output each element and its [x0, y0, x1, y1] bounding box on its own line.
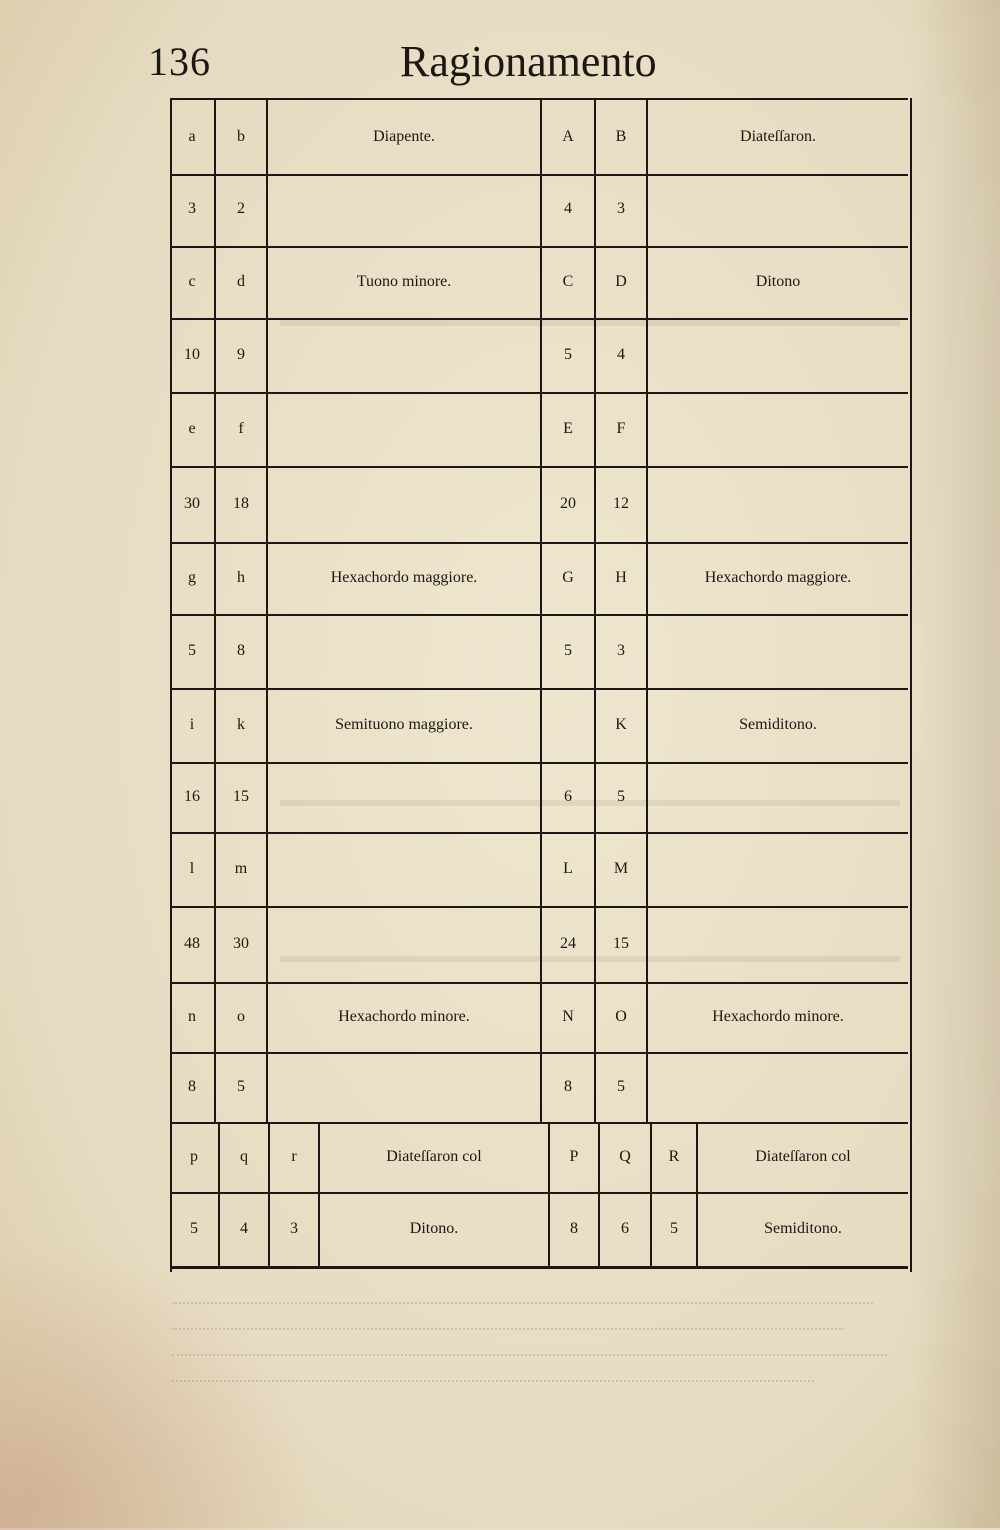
- cell-value: O: [615, 1008, 627, 1025]
- bleed-through-footer: [172, 1282, 902, 1392]
- cell-value: 4: [564, 200, 572, 217]
- interval-label: Ditono.: [409, 1220, 459, 1237]
- page-number: 136: [148, 39, 211, 84]
- left-interval-name: [268, 466, 542, 542]
- left-interval-name: [268, 542, 542, 614]
- ratio-cell: [652, 1192, 698, 1266]
- interval-label: Semiditono.: [739, 716, 817, 733]
- cell-value: 6: [621, 1220, 629, 1237]
- cell-value: k: [237, 716, 245, 733]
- ratio-cell: [216, 466, 268, 542]
- cell-value: i: [189, 716, 195, 733]
- cell-value: 4: [617, 346, 625, 363]
- cell-value: L: [563, 860, 573, 877]
- cell-value: R: [668, 1148, 680, 1165]
- ratio-cell: [596, 246, 648, 318]
- left-interval-name: [268, 172, 542, 246]
- left-interval-name: [268, 614, 542, 688]
- ratio-cell: [542, 392, 596, 466]
- ratio-cell: [170, 466, 216, 542]
- interval-label: Ditono: [755, 273, 801, 290]
- cell-value: 8: [564, 1078, 572, 1095]
- ratio-cell: [170, 1192, 220, 1266]
- cell-value: 30: [184, 495, 200, 512]
- ratio-cell: [600, 1122, 652, 1192]
- left-interval-name: [320, 1122, 550, 1192]
- cell-value: H: [615, 569, 627, 586]
- right-interval-name: [648, 982, 908, 1052]
- interval-label: Hexachordo maggiore.: [330, 569, 478, 586]
- cell-value: 3: [188, 200, 196, 217]
- ratio-cell: [542, 542, 596, 614]
- ratio-cell: [170, 1052, 216, 1122]
- ratio-cell: [550, 1122, 600, 1192]
- interval-label: Semituono maggiore.: [335, 716, 473, 733]
- ratio-cell: [170, 832, 216, 906]
- table-row-ratios: [170, 318, 908, 394]
- left-interval-name: [268, 392, 542, 466]
- cell-value: M: [613, 860, 629, 877]
- right-interval-name: [648, 832, 908, 906]
- interval-label: Semiditono.: [764, 1220, 842, 1237]
- cell-value: A: [562, 128, 574, 145]
- left-interval-name: [268, 906, 542, 982]
- ratio-cell: [170, 906, 216, 982]
- table-row-labels: [170, 832, 908, 908]
- cell-value: 5: [564, 346, 572, 363]
- table-row-labels: [170, 688, 908, 764]
- left-interval-name: [268, 246, 542, 318]
- cell-value: G: [562, 569, 574, 586]
- cell-value: g: [188, 569, 196, 586]
- ratio-cell: [170, 100, 216, 174]
- ratio-cell: [542, 906, 596, 982]
- cell-value: n: [188, 1008, 196, 1025]
- cell-value: 5: [237, 1078, 245, 1095]
- ratio-cell: [652, 1122, 698, 1192]
- interval-label: Hexachordo minore.: [712, 1008, 844, 1025]
- page-header: [148, 28, 868, 88]
- interval-label: Hexachordo maggiore.: [704, 569, 852, 586]
- cell-value: 12: [613, 495, 629, 512]
- ratio-cell: [600, 1192, 652, 1266]
- cell-value: C: [562, 273, 574, 290]
- ratio-cell: [216, 246, 268, 318]
- ratio-cell: [542, 246, 596, 318]
- cell-value: 5: [188, 642, 196, 659]
- ratio-cell: [596, 172, 648, 246]
- cell-value: c: [188, 273, 196, 290]
- interval-label: Hexachordo minore.: [338, 1008, 470, 1025]
- cell-value: e: [188, 420, 196, 437]
- ratio-cell: [596, 542, 648, 614]
- ratio-cell: [170, 172, 216, 246]
- cell-value: d: [237, 273, 245, 290]
- cell-value: 24: [560, 935, 576, 952]
- cell-value: l: [189, 860, 195, 877]
- left-interval-name: [268, 762, 542, 832]
- cell-value: 3: [617, 642, 625, 659]
- left-interval-name: [320, 1192, 550, 1266]
- cell-value: E: [563, 420, 573, 437]
- running-title: Ragionamento: [400, 37, 657, 86]
- ratio-cell: [170, 392, 216, 466]
- ratio-cell: [170, 762, 216, 832]
- ratio-cell: [216, 392, 268, 466]
- cell-value: 15: [613, 935, 629, 952]
- ratio-cell: [270, 1122, 320, 1192]
- ratio-cell: [542, 100, 596, 174]
- ratio-cell: [216, 832, 268, 906]
- cell-value: 5: [190, 1220, 198, 1237]
- ratio-cell: [170, 688, 216, 762]
- right-interval-name: [648, 614, 908, 688]
- ratio-cell: [596, 1052, 648, 1122]
- cell-value: 8: [237, 642, 245, 659]
- table-row-labels: [170, 246, 908, 320]
- page-shadow: [910, 0, 1000, 1528]
- interval-label: Diateſſaron.: [740, 128, 816, 145]
- ratio-cell: [170, 982, 216, 1052]
- interval-label: Diateſſaron col: [386, 1148, 482, 1165]
- ratio-cell: [542, 832, 596, 906]
- table-row-ratios: [170, 1052, 908, 1124]
- ratio-cell: [596, 688, 648, 762]
- ratio-cell: [170, 318, 216, 392]
- ratio-cell: [596, 318, 648, 392]
- ratio-cell: [216, 172, 268, 246]
- cell-value: 30: [233, 935, 249, 952]
- ratio-cell: [170, 542, 216, 614]
- ratio-cell: [216, 906, 268, 982]
- cell-value: 20: [560, 495, 576, 512]
- left-interval-name: [268, 982, 542, 1052]
- ratio-cell: [550, 1192, 600, 1266]
- cell-value: 5: [564, 642, 572, 659]
- ratio-cell: [170, 246, 216, 318]
- right-interval-name: [698, 1192, 908, 1266]
- ratio-cell: [596, 466, 648, 542]
- cell-value: r: [291, 1148, 297, 1165]
- cell-value: 5: [617, 1078, 625, 1095]
- cell-value: B: [615, 128, 627, 145]
- table-row-labels: [170, 982, 908, 1054]
- ratio-cell: [542, 982, 596, 1052]
- left-interval-name: [268, 688, 542, 762]
- right-interval-name: [648, 392, 908, 466]
- interval-label: Diapente.: [373, 128, 435, 145]
- left-interval-name: [268, 100, 542, 174]
- ratio-cell: [596, 614, 648, 688]
- cell-value: 8: [188, 1078, 196, 1095]
- table-row-labels: [170, 542, 908, 616]
- cell-value: 6: [564, 788, 572, 805]
- table-row-ratios: [170, 1192, 908, 1269]
- cell-value: K: [615, 716, 627, 733]
- cell-value: 48: [184, 935, 200, 952]
- ratio-cell: [542, 688, 596, 762]
- ratio-cell: [170, 1122, 220, 1192]
- right-interval-name: [648, 1052, 908, 1122]
- cell-value: Q: [619, 1148, 631, 1165]
- cell-value: 3: [617, 200, 625, 217]
- ratio-cell: [216, 542, 268, 614]
- right-interval-name: [648, 172, 908, 246]
- table-row-labels: [170, 1122, 908, 1194]
- ratio-cell: [542, 172, 596, 246]
- cell-value: 3: [290, 1220, 298, 1237]
- cell-value: b: [237, 128, 245, 145]
- cell-value: o: [237, 1008, 245, 1025]
- cell-value: 8: [570, 1220, 578, 1237]
- ratio-cell: [216, 982, 268, 1052]
- ratio-cell: [216, 688, 268, 762]
- ratio-cell: [216, 100, 268, 174]
- ratio-cell: [596, 832, 648, 906]
- left-interval-name: [268, 832, 542, 906]
- ratio-cell: [542, 318, 596, 392]
- ratio-cell: [596, 100, 648, 174]
- ratio-cell: [170, 614, 216, 688]
- cell-value: m: [234, 860, 248, 877]
- table-row-ratios: [170, 762, 908, 834]
- right-interval-name: [648, 100, 908, 174]
- cell-value: h: [237, 569, 245, 586]
- ratio-cell: [596, 982, 648, 1052]
- table-row-ratios: [170, 466, 908, 544]
- table-row-ratios: [170, 172, 908, 248]
- right-interval-name: [648, 246, 908, 318]
- cell-value: 4: [240, 1220, 248, 1237]
- right-interval-name: [648, 542, 908, 614]
- right-interval-name: [648, 466, 908, 542]
- left-interval-name: [268, 1052, 542, 1122]
- table-row-ratios: [170, 614, 908, 690]
- table-row-labels: [170, 98, 908, 176]
- ratio-cell: [596, 392, 648, 466]
- left-interval-name: [268, 318, 542, 392]
- ratio-cell: [542, 466, 596, 542]
- ratio-cell: [216, 614, 268, 688]
- ratio-cell: [596, 906, 648, 982]
- cell-value: 9: [237, 346, 245, 363]
- ratio-cell: [216, 318, 268, 392]
- ratio-cell: [220, 1192, 270, 1266]
- ratio-cell: [542, 1052, 596, 1122]
- cell-value: f: [238, 420, 244, 437]
- cell-value: P: [569, 1148, 579, 1165]
- cell-value: 5: [617, 788, 625, 805]
- ratio-cell: [216, 1052, 268, 1122]
- right-interval-name: [698, 1122, 908, 1192]
- right-interval-name: [648, 318, 908, 392]
- cell-value: 5: [670, 1220, 678, 1237]
- table-row-labels: [170, 392, 908, 468]
- ratio-cell: [220, 1122, 270, 1192]
- ratio-cell: [542, 762, 596, 832]
- interval-label: Diateſſaron col: [755, 1148, 851, 1165]
- ratio-cell: [216, 762, 268, 832]
- cell-value: N: [562, 1008, 574, 1025]
- cell-value: F: [616, 420, 626, 437]
- interval-label: Tuono minore.: [356, 273, 452, 290]
- right-interval-name: [648, 906, 908, 982]
- ratio-cell: [596, 762, 648, 832]
- right-interval-name: [648, 688, 908, 762]
- table-row-ratios: [170, 906, 908, 984]
- ratio-cell: [270, 1192, 320, 1266]
- cell-value: 15: [233, 788, 249, 805]
- cell-value: a: [188, 128, 196, 145]
- cell-value: 18: [233, 495, 249, 512]
- cell-value: 2: [237, 200, 245, 217]
- cell-value: 10: [184, 346, 200, 363]
- cell-value: p: [190, 1148, 198, 1165]
- cell-value: 16: [184, 788, 200, 805]
- cell-value: q: [240, 1148, 248, 1165]
- right-interval-name: [648, 762, 908, 832]
- ratio-cell: [542, 614, 596, 688]
- cell-value: D: [615, 273, 627, 290]
